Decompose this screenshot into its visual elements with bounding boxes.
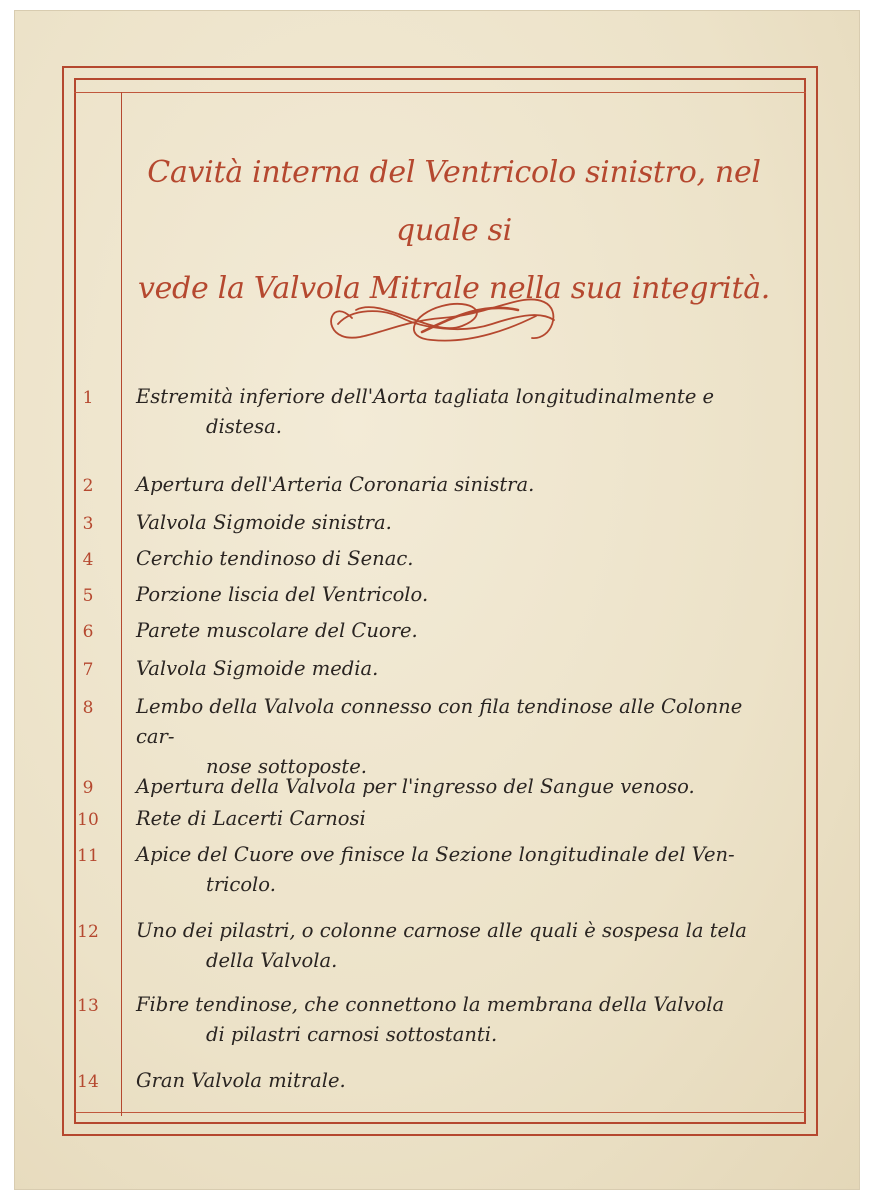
item-text-line-2: della Valvola. xyxy=(206,949,338,972)
item-number: 11 xyxy=(77,846,99,866)
item-text-line-2: tricolo. xyxy=(206,873,276,896)
item-number: 1 xyxy=(82,388,94,408)
item-text-line-1: Porzione liscia del Ventricolo. xyxy=(136,583,429,606)
item-text xyxy=(136,916,776,976)
item-text-line-2: di pilastri carnosi sottostanti. xyxy=(206,1023,498,1046)
item-text-line-1: Cerchio tendinoso di Senac. xyxy=(136,547,414,570)
title-line-1: Cavità interna del Ventricolo sinistro, nel quale si xyxy=(147,155,761,248)
item-text xyxy=(136,692,776,782)
item-text-line-1: Apertura della Valvola per l'ingresso del Sangue venoso. xyxy=(136,775,695,798)
item-text xyxy=(136,544,776,574)
item-text-line-1: Apertura dell'Arteria Coronaria sinistra. xyxy=(136,473,535,496)
item-text xyxy=(136,804,776,834)
item-number: 9 xyxy=(82,778,94,798)
item-text xyxy=(136,1066,776,1096)
item-text-line-2: nose sottoposte. xyxy=(206,755,368,778)
item-number: 8 xyxy=(82,698,94,718)
item-text xyxy=(136,616,776,646)
item-text xyxy=(136,654,776,684)
top-rule xyxy=(74,92,806,93)
item-text xyxy=(136,508,776,538)
item-number: 7 xyxy=(82,660,94,680)
item-number: 10 xyxy=(77,810,99,830)
item-text-line-1: Rete di Lacerti Carnosi xyxy=(136,807,366,830)
item-text-line-1: Apice del Cuore ove finisce la Sezione longitudinale del Ven- xyxy=(136,843,735,866)
item-number: 14 xyxy=(77,1072,99,1092)
item-text xyxy=(136,990,776,1050)
item-number: 3 xyxy=(82,514,94,534)
item-text-line-1: Valvola Sigmoide media. xyxy=(136,657,379,680)
item-number: 5 xyxy=(82,586,94,606)
item-text-line-2: distesa. xyxy=(206,415,282,438)
item-number: 4 xyxy=(82,550,94,570)
item-text-line-1: Lembo della Valvola connesso con fila tendinose alle Colonne car- xyxy=(136,695,743,748)
item-text-line-1: Uno dei pilastri, o colonne carnose alle quali è sospesa la tela xyxy=(136,919,747,942)
item-text xyxy=(136,580,776,610)
item-text-line-1: Parete muscolare del Cuore. xyxy=(136,619,418,642)
decorative-flourish xyxy=(322,288,562,348)
title-line-2: vede la Valvola Mitrale nella sua integrità. xyxy=(137,271,771,306)
item-text xyxy=(136,840,776,900)
bottom-rule xyxy=(74,1112,806,1113)
item-number: 12 xyxy=(77,922,99,942)
item-text xyxy=(136,772,776,802)
item-text xyxy=(136,382,776,442)
item-number: 2 xyxy=(82,476,94,496)
item-number: 13 xyxy=(77,996,99,1016)
item-text-line-1: Gran Valvola mitrale. xyxy=(136,1069,346,1092)
item-text-line-1: Fibre tendinose, che connettono la membrana della Valvola xyxy=(136,993,725,1016)
item-number: 6 xyxy=(82,622,94,642)
item-text xyxy=(136,470,776,500)
item-text-line-1: Estremità inferiore dell'Aorta tagliata longitudinalmente e xyxy=(136,385,715,408)
item-text-line-1: Valvola Sigmoide sinistra. xyxy=(136,511,392,534)
